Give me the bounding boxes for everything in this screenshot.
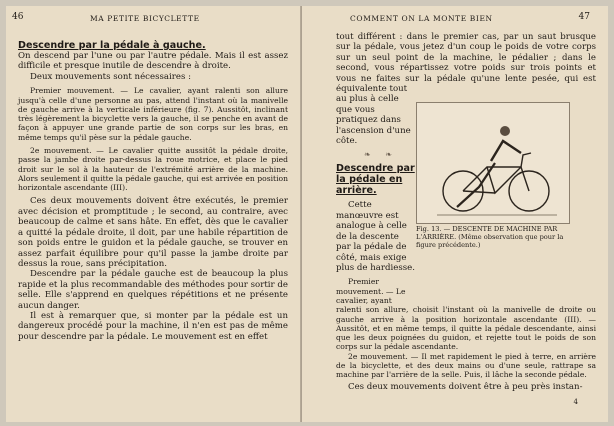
right-second-movement: 2e mouvement. — Il met rapidement le pied à terre, en arrière de la bicyclette, et des deux mains ou d'une seule, rattrape sa machine par l'arrière de la selle. Puis, il lâche la seconde pédale. <box>336 351 596 380</box>
right-first-movement-start: Premier mouvement. — Le cavalier, ayant <box>336 277 406 305</box>
right-running-head: COMMENT ON LA MONTE BIEN <box>350 14 493 23</box>
left-movements: Deux mouvements sont nécessaires : <box>30 71 191 82</box>
left-first-movement: Premier mouvement. — Le cavalier, ayant ralenti son allure jusqu'à celle d'une personne au pas, attend l'instant où la manivelle de gauche arrive à la verticale inférieure (fig. 7). Aussitôt, inclinant très légèrement la bicyclette vers la gauche, il se penche en avant de façon à appuyer une grande partie de son corps sur les bras, en même temps qu'il pèse sur la pédale gauche. <box>18 86 288 142</box>
left-section-head <box>18 32 288 51</box>
left-descend: Descendre par la pédale gauche est de beaucoup la plus rapide et la plus recommandable des méthodes pour sortir de selle. Elle s'apprend en quelques répétitions et ne présente aucun danger. <box>18 269 288 311</box>
cyclist-figure <box>416 102 570 224</box>
right-last-paragraph: Ces deux mouvements doivent être à peu près instan- <box>348 381 583 392</box>
footer-mark: 4 <box>573 398 578 406</box>
bike-frame <box>463 167 529 193</box>
rider-body <box>491 141 521 161</box>
right-section-heading: Descendre par la pédale en arrière. <box>336 163 415 197</box>
left-second-movement: 2e mouvement. — Le cavalier quitte aussitôt la pédale droite, passe la jambe droite par-dessus la roue motrice, et place le pied droit sur le sol à la hauteur de l'extrémité arrière de la machine. Alors seulement il quitte la pédale gauche, qui est arrivée en position horizontale ascendante (III). <box>18 146 288 193</box>
rider-head <box>500 126 510 136</box>
right-page-number: 47 <box>578 12 590 22</box>
right-page <box>302 6 608 422</box>
figure-caption: Fig. 13. — DESCENTE DE MACHINE PAR L'ARRIÈRE. (Même observation que pour la figure précédente.) <box>416 225 564 249</box>
left-intro: On descend par l'une ou par l'autre pédale. Mais il est assez difficile et presque inutile de descendre à droite. <box>18 51 288 72</box>
left-remark: Il est à remarquer que, si monter par la pédale est un dangereux procédé pour la machine, il n'en est pas de même pour descendre par la pédale. Le mouvement est en effet <box>18 310 288 342</box>
left-page-number: 46 <box>12 12 24 22</box>
cyclist-illustration <box>417 103 569 223</box>
left-execution: Ces deux mouvements doivent être exécutés, le premier avec décision et promptitude ; le second, au contraire, avec beaucoup de calme et sans hâte. En effet, dès que le cavalier a quitté la pédale droite, il doit, par une habile répartition de son poids entre le guidon et la pédale gauche, se trouver en assez parfait équilibre pour qu'il passe la jambe droite par dessus la roue, sans précipitation. <box>18 196 288 269</box>
left-section-heading: Descendre par la pédale à gauche. <box>18 40 206 51</box>
right-top-paragraph: tout différent : dans le premier cas, par un saut brusque sur la pédale, vous jetez d'un coup le poids de votre corps sur un seul point de la machine, le pédalier ; dans le second, vous répartissez votre poids sur trois points et vous ne faites sur la pédale qu'une lente pesée, qui est équivalente tout <box>336 32 596 95</box>
rider-leg <box>457 163 495 207</box>
left-page <box>6 6 300 422</box>
handlebar <box>521 153 531 167</box>
right-first-movement: ralenti son allure, choisit l'instant où la manivelle de droite ou gauche arrive à la position horizontale ascendante (III). — Aussitôt, et en même temps, il quitte la pédale descendante, ainsi que les deux poignées du guidon, et rejette tout le poids de son corps sur la pédale ascendante. <box>336 305 596 352</box>
right-top-continued: au plus à celle que vous pratiquez dans l'ascension d'une côte. <box>336 94 411 147</box>
left-running-head: MA PETITE BICYCLETTE <box>90 14 200 23</box>
right-analog: Cette manœuvre est analogue à celle de la descente par la pédale de côté, mais exige plus de hardiesse. <box>336 200 415 273</box>
ornament: ❧ ❧ <box>364 150 398 160</box>
